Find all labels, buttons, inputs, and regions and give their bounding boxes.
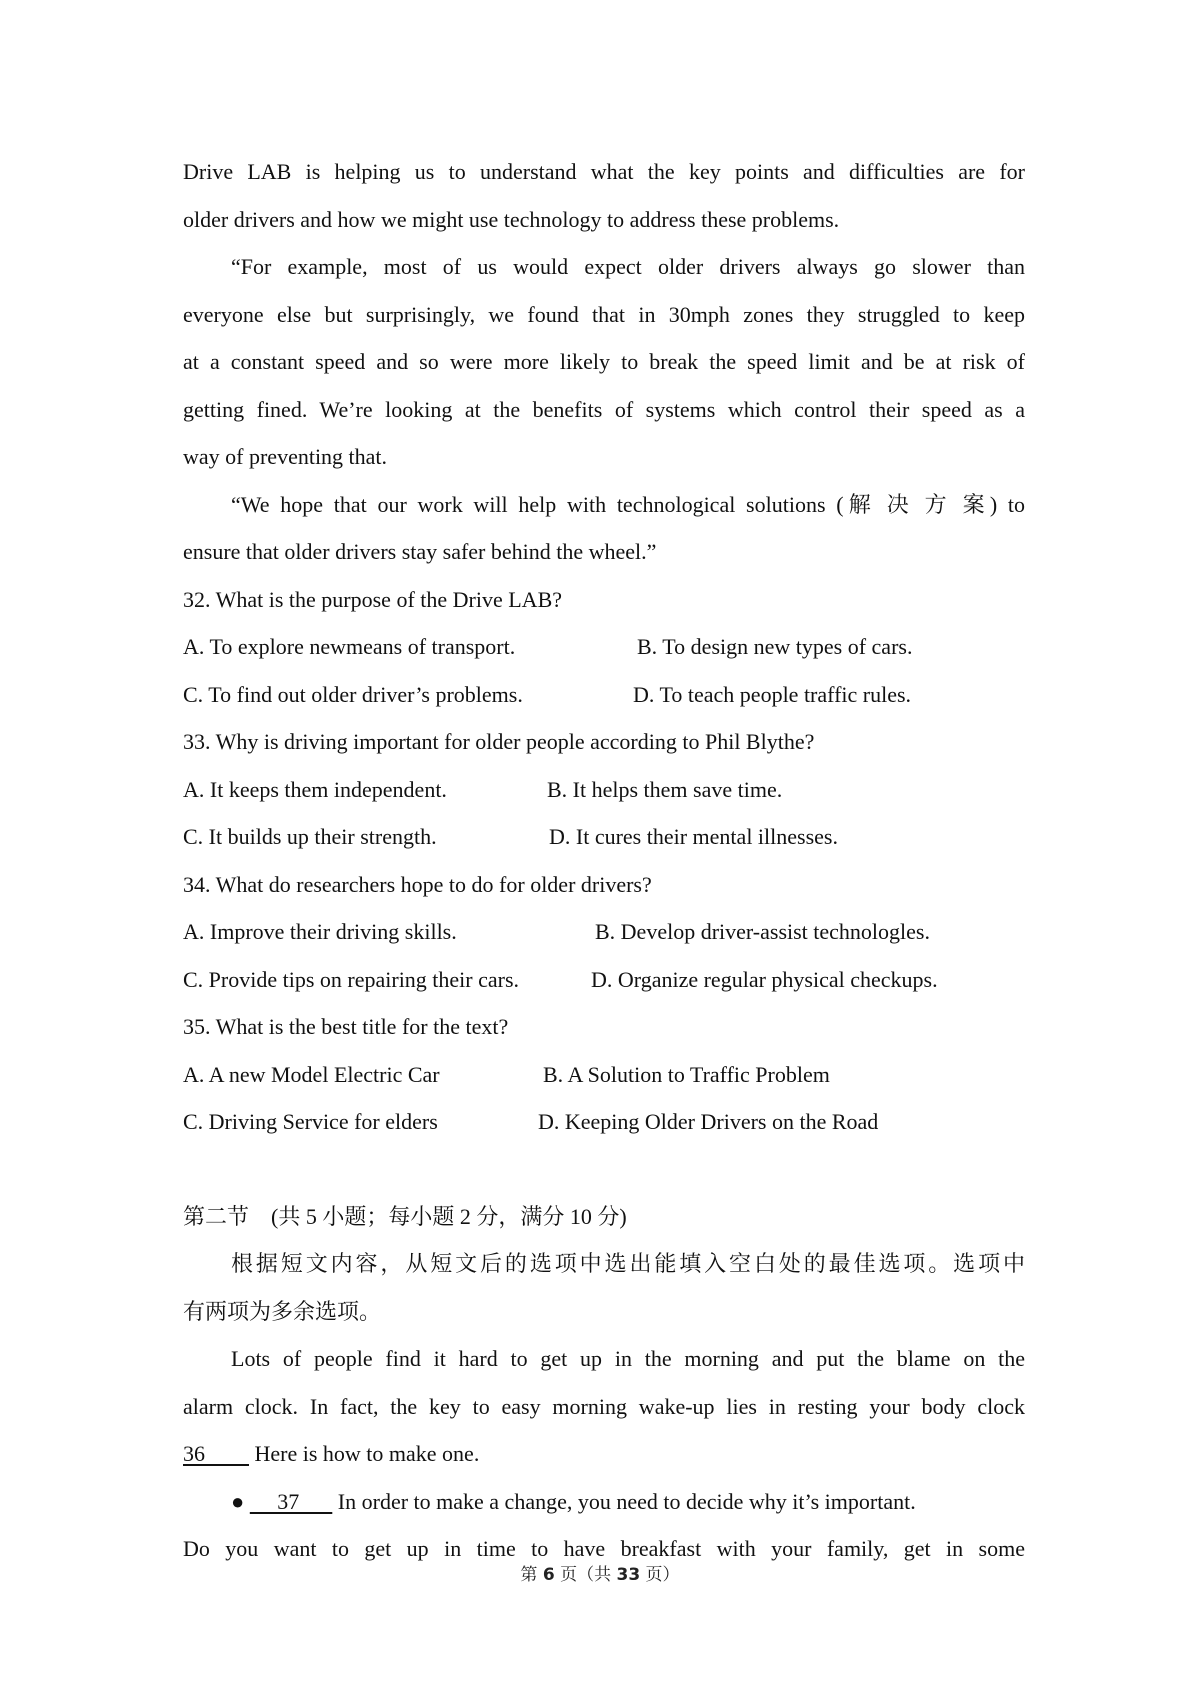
section-gap — [183, 1146, 1025, 1193]
passage-line: way of preventing that. — [183, 444, 388, 469]
option-row — [183, 813, 1025, 861]
passage-text: In order to make a change, you need to decide why it’s important. — [337, 1488, 916, 1514]
footer-page-number: 6 — [542, 1565, 555, 1585]
passage-line: getting fined. We’re looking at the benefits of systems which control their speed as a — [183, 396, 1025, 422]
passage-line: Do you want to get up in time to have breakfast with your family, get in some — [183, 1536, 1025, 1561]
option-d: D. Organize regular physical checkups. — [591, 966, 938, 992]
option-a: A. A new Model Electric Car — [183, 1061, 440, 1087]
passage-line: alarm clock. In fact, the key to easy morning wake-up lies in resting your body clock — [183, 1393, 1025, 1419]
option-b: B. A Solution to Traffic Problem — [543, 1061, 830, 1087]
option-d: D. Keeping Older Drivers on the Road — [538, 1109, 879, 1134]
passage-line: Lots of people find it hard to get up in the morning and put the blame on the — [231, 1346, 1025, 1371]
option-row — [183, 956, 1025, 1004]
option-a: A. Improve their driving skills. — [183, 919, 457, 944]
passage-line: older drivers and how we might use technology to address these problems. — [183, 206, 840, 232]
option-a: A. To explore newmeans of transport. — [183, 634, 516, 659]
blank-37: 37 — [249, 1488, 333, 1514]
section-heading: 第二节 (共 5 小题；每小题 2 分，满分 10 分) — [183, 1203, 627, 1229]
footer-suffix: 页） — [640, 1565, 680, 1585]
option-row — [183, 908, 1025, 956]
option-b: B. To design new types of cars. — [637, 634, 913, 659]
option-row — [183, 1051, 1025, 1099]
passage-line: ensure that older drivers stay safer behind the wheel.” — [183, 539, 657, 564]
question-stem: 35. What is the best title for the text? — [183, 1014, 509, 1039]
passage-line: Drive LAB is helping us to understand what the key points and difficulties are for — [183, 159, 1025, 184]
option-c: C. To find out older driver’s problems. — [183, 681, 523, 707]
option-row — [183, 766, 1025, 814]
option-b: B. Develop driver-assist technologles. — [595, 919, 930, 944]
exam-page — [183, 148, 1025, 1573]
footer-total-pages: 33 — [616, 1565, 641, 1585]
instruction-line: 根据短文内容，从短文后的选项中选出能填入空白处的最佳选项。选项中 — [231, 1251, 1025, 1276]
instruction-line: 有两项为多余选项。 — [183, 1298, 382, 1324]
option-b: B. It helps them save time. — [547, 776, 783, 802]
question-stem: 32. What is the purpose of the Drive LAB? — [183, 586, 563, 612]
footer-prefix: 第 — [520, 1565, 543, 1585]
option-d: D. To teach people traffic rules. — [633, 681, 912, 707]
blank-36: 36 — [183, 1441, 249, 1466]
passage-text: Here is how to make one. — [254, 1441, 480, 1466]
passage-line — [183, 1430, 1025, 1478]
option-a: A. It keeps them independent. — [183, 776, 447, 802]
passage-line: at a constant speed and so were more likely to break the speed limit and be at risk of — [183, 349, 1025, 374]
question-stem: 34. What do researchers hope to do for older drivers? — [183, 871, 652, 897]
option-d: D. It cures their mental illnesses. — [549, 824, 838, 849]
page-footer — [0, 1560, 1200, 1585]
bullet-icon: ● — [231, 1488, 245, 1514]
passage-line: “We hope that our work will help with technological solutions (解 决 方 案) to — [231, 491, 1025, 517]
option-row — [183, 623, 1025, 671]
question-stem: 33. Why is driving important for older people according to Phil Blythe? — [183, 729, 815, 754]
passage-line: everyone else but surprisingly, we found that in 30mph zones they struggled to keep — [183, 301, 1025, 327]
bullet-line — [183, 1478, 1025, 1526]
footer-middle: 页（共 — [554, 1565, 617, 1585]
option-c: C. Provide tips on repairing their cars. — [183, 966, 520, 992]
option-c: C. It builds up their strength. — [183, 824, 437, 849]
option-c: C. Driving Service for elders — [183, 1109, 438, 1134]
passage-line: “For example, most of us would expect older drivers always go slower than — [231, 254, 1025, 279]
option-row — [183, 671, 1025, 719]
option-row — [183, 1098, 1025, 1146]
